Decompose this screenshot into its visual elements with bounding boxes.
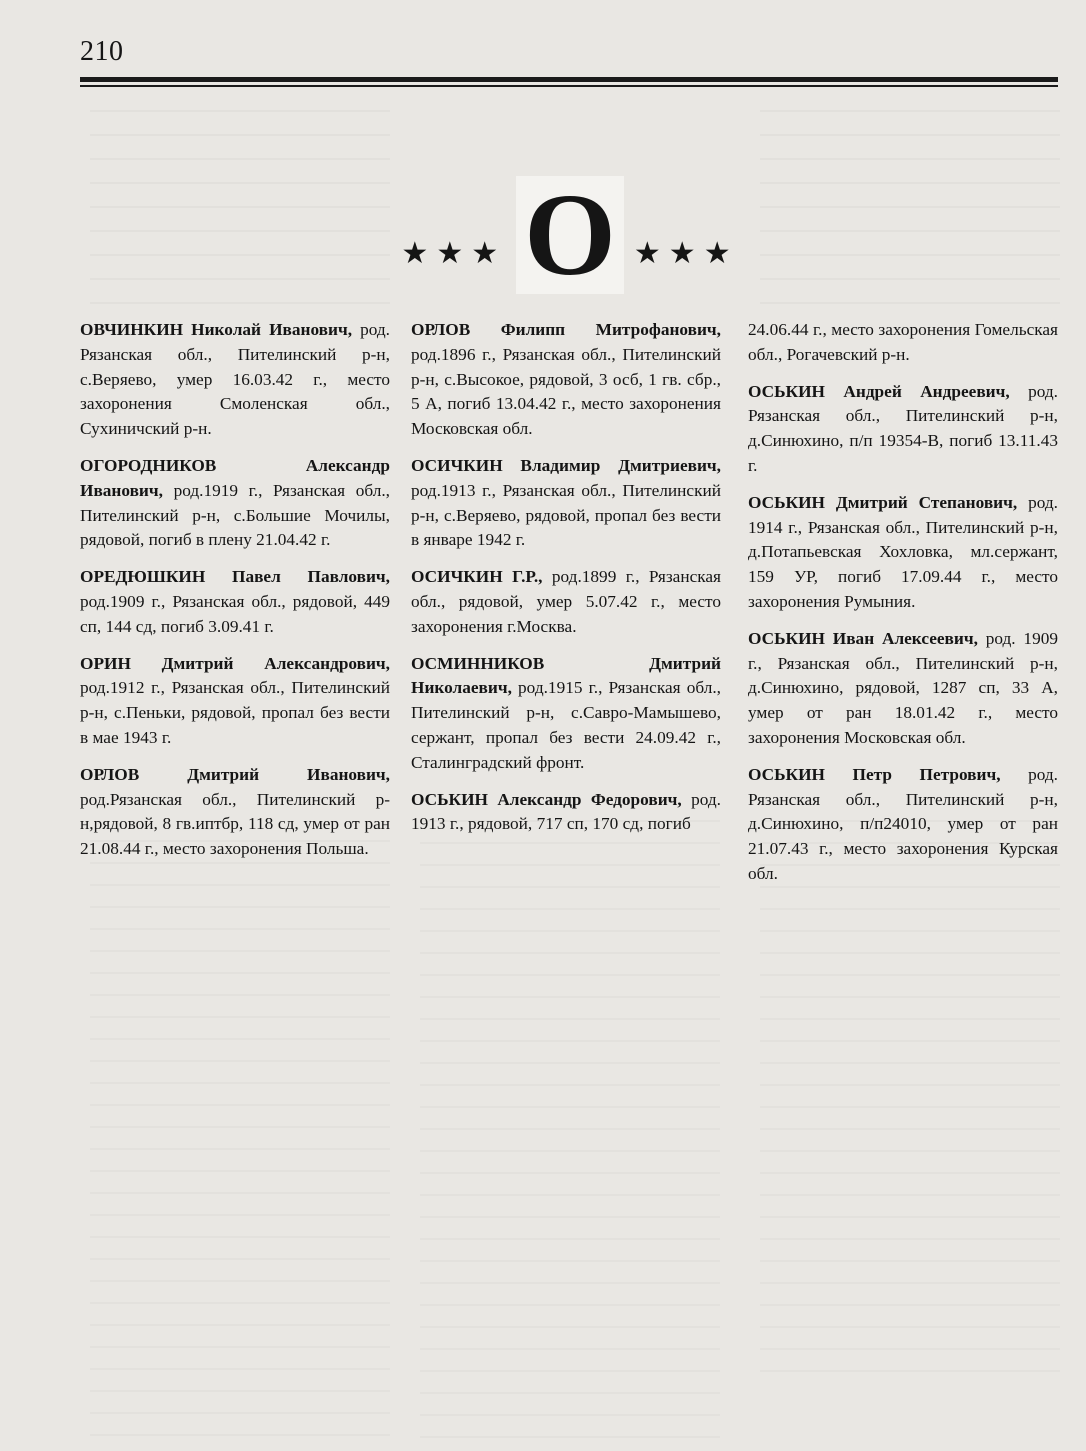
entry — [748, 763, 1058, 887]
entry-text: 24.06.44 г., место захоронения Гомельская обл., Рогачевский р-н. — [748, 320, 1058, 364]
entry-name: ОРЛОВ Дмитрий Иванович, — [80, 764, 390, 784]
entry-text: род.1919 г., Рязанская обл., Пителинский р-н, с.Большие Мочилы, рядовой, погиб в плену 21.04.42 г. — [80, 480, 390, 550]
column-1 — [80, 318, 390, 874]
entry-text: род.1909 г., Рязанская обл., рядовой, 449 сп, 144 сд, погиб 3.09.41 г. — [80, 591, 390, 636]
column-2 — [411, 318, 721, 849]
entry-text: род.1912 г., Рязанская обл., Пителинский р-н, с.Пеньки, рядовой, пропал без вести в мае 1943 г. — [80, 678, 390, 747]
stars-right: ★★★ — [633, 237, 739, 270]
page-number: 210 — [80, 36, 124, 67]
entry-name: ОСЬКИН Иван Алексеевич, — [748, 628, 978, 648]
bleed-through-texture — [90, 110, 390, 310]
entry — [411, 454, 721, 553]
entry-name: ОСМИННИКОВ Дмитрий Николаевич, — [411, 653, 721, 698]
entry-text: род.1915 г., Рязанская обл., Пителинский р-н, с.Савро-Мамышево, сержант, пропал без вести 24.09.42 г., Сталинградский фронт. — [411, 678, 721, 772]
entry — [748, 318, 1058, 368]
entry-name: ОСЬКИН Дмитрий Степанович, — [748, 492, 1018, 512]
entry-name: ОРИН Дмитрий Александрович, — [80, 653, 390, 673]
entry-name: ОСЬКИН Александр Федорович, — [411, 789, 682, 809]
bleed-through-texture — [760, 110, 1060, 310]
entry — [748, 627, 1058, 751]
entry-name: ОВЧИНКИН Николай Иванович, — [80, 320, 353, 339]
header-rule-thick — [80, 77, 1058, 82]
bleed-through-texture — [90, 840, 390, 1440]
entry-text: род.1913 г., Рязанская обл., Пителинский р-н, с.Веряево, рядовой, пропал без вести в январе 1942 г. — [411, 480, 721, 550]
entry-text: род. 1913 г., рядовой, 717 сп, 170 сд, погиб — [411, 789, 721, 834]
section-letter: О — [516, 176, 624, 294]
entry — [748, 491, 1058, 615]
bleed-through-texture — [420, 820, 720, 1440]
entry-name: ОРЕДЮШКИН Павел Павлович, — [80, 567, 390, 587]
entry-text: род.Рязанская обл., Пителинский р-н,рядовой, 8 гв.иптбр, 118 сд, умер от ран 21.08.44 г., место захоронения Польша. — [80, 789, 390, 859]
header-rule-thin — [80, 85, 1058, 87]
entry — [80, 565, 390, 639]
entry-name: ОГОРОДНИКОВ Александр Иванович, — [80, 455, 390, 500]
entry-name: ОСЬКИН Петр Петрович, — [748, 764, 1001, 784]
entry — [411, 565, 721, 639]
entry-name: ОСИЧКИН Г.Р., — [411, 567, 543, 587]
entry — [80, 318, 390, 442]
entry-text: род. 1909 г., Рязанская обл., Пителинский р-н, д.Синюхино, рядовой, 1287 сп, 33 А, умер от ран 18.01.42 г., место захоронения Московская обл. — [748, 628, 1058, 747]
section-header — [401, 169, 739, 300]
entry — [80, 454, 390, 553]
entry-text: род. Рязанская обл., Пителинский р-н, с.Веряево, умер 16.03.42 г., место захоронения Смоленская обл., Сухиничский р-н. — [80, 320, 390, 439]
entry — [411, 318, 721, 442]
entry — [80, 763, 390, 862]
stars-left: ★★★ — [401, 237, 507, 270]
entry-text: род. Рязанская обл., Пителинский р-н, д.Синюхино, п/п24010, умер от ран 21.07.43 г., место захоронения Курская обл. — [748, 764, 1058, 883]
entry-text: род.1899 г., Рязанская обл., рядовой, умер 5.07.42 г., место захоронения г.Москва. — [411, 567, 721, 636]
entry-name: ОСИЧКИН Владимир Дмитриевич, — [411, 455, 721, 475]
entry-text: род. 1914 г., Рязанская обл., Пителинский р-н, д.Потапьевская Хохловка, мл.сержант, 159 УР, погиб 17.09.44 г., место захоронения Румыния. — [748, 492, 1058, 611]
entry — [748, 380, 1058, 479]
entry — [411, 652, 721, 776]
entry — [411, 788, 721, 838]
entry-name: ОСЬКИН Андрей Андреевич, — [748, 381, 1010, 401]
entry — [80, 652, 390, 751]
bleed-through-texture — [760, 820, 1060, 1380]
column-3 — [748, 318, 1058, 899]
entry-text: род. Рязанская обл., Пителинский р-н, д.Синюхино, п/п 19354-В, погиб 13.11.43 г. — [748, 381, 1058, 475]
entry-text: род.1896 г., Рязанская обл., Пителинский р-н, с.Высокое, рядовой, 3 осб, 1 гв. сбр., 5 А, погиб 13.04.42 г., место захоронения Московская обл. — [411, 344, 721, 439]
entry-name: ОРЛОВ Филипп Митрофанович, — [411, 320, 721, 339]
